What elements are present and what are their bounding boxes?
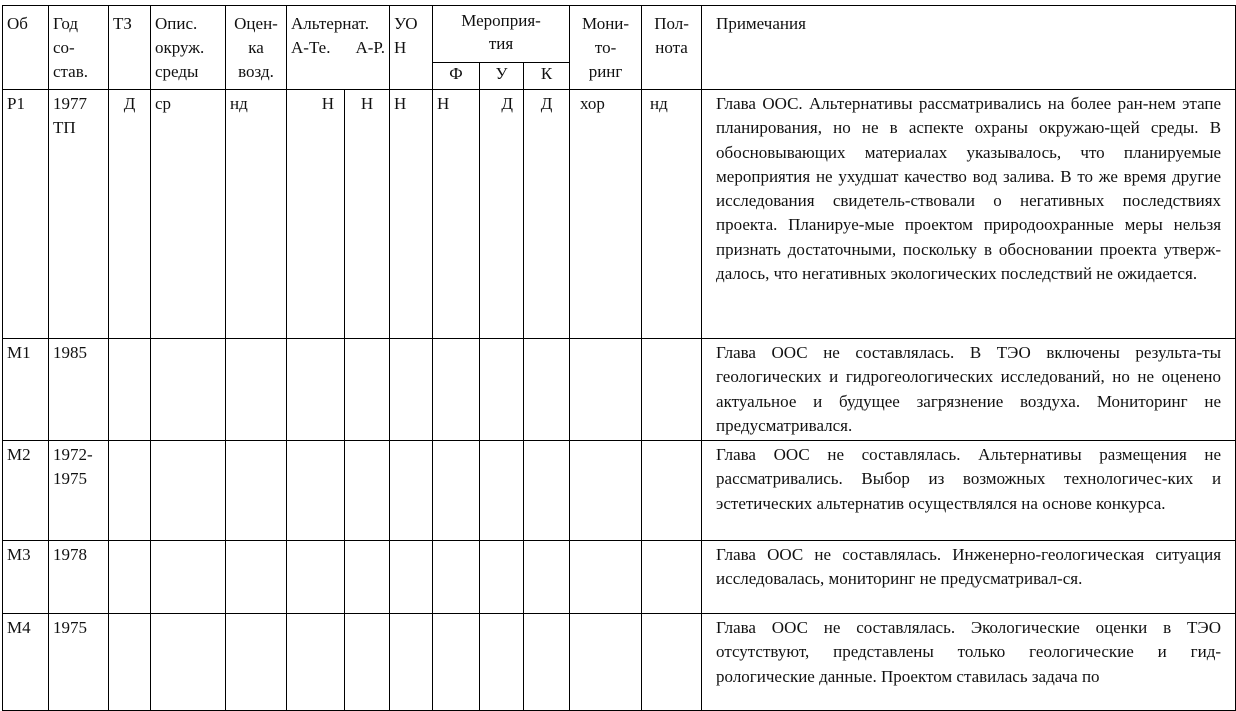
header-impact-assessment: Оцен- ка возд. bbox=[226, 6, 287, 90]
assessment-table bbox=[2, 5, 1236, 711]
cell-environment-description bbox=[151, 541, 226, 614]
header-tz: ТЗ bbox=[109, 6, 151, 90]
cell-year: 1977 ТП bbox=[49, 90, 109, 339]
cell-impact-assessment bbox=[226, 441, 287, 541]
cell-uo: Н bbox=[390, 90, 433, 339]
cell-alt-te: Н bbox=[287, 90, 345, 339]
cell-measures-f bbox=[433, 614, 480, 711]
cell-note: Глава ООС. Альтернативы рассматривались на более ран-нем этапе планирования, но не в аспекте охраны окружаю-щей среды. В обосновывающих материалах указывалось, что планируемые мероприятия не ухудшат качество вод залива. В то же время другие исследования свидетель-ствовали о негативных последствиях проекта. Планируе-мые проектом природоохранные меры нельзя признать достаточными, поскольку в обосновании проекта утверж-далось, что негативных экологических последствий не ожидается. bbox=[702, 90, 1236, 339]
table-row bbox=[3, 90, 1236, 339]
cell-alt-te bbox=[287, 614, 345, 711]
header-year: Год со- став. bbox=[49, 6, 109, 90]
table-row bbox=[3, 441, 1236, 541]
cell-alt-te bbox=[287, 441, 345, 541]
cell-environment-description bbox=[151, 614, 226, 711]
header-completeness: Пол- нота bbox=[642, 6, 702, 90]
header-alternatives-sub bbox=[291, 36, 385, 60]
cell-uo bbox=[390, 441, 433, 541]
header-measures: Мероприя- тия bbox=[433, 6, 570, 63]
cell-impact-assessment: нд bbox=[226, 90, 287, 339]
cell-measures-u bbox=[480, 339, 524, 441]
cell-environment-description bbox=[151, 441, 226, 541]
cell-year: 1972- 1975 bbox=[49, 441, 109, 541]
cell-measures-u bbox=[480, 541, 524, 614]
cell-tz bbox=[109, 339, 151, 441]
table-row bbox=[3, 339, 1236, 441]
cell-note: Глава ООС не составлялась. Экологические оценки в ТЭО отсутствуют, представлены только геологические и гид-рологические данные. Проектом ставилась задача по bbox=[702, 614, 1236, 711]
cell-ob: Р1 bbox=[3, 90, 49, 339]
cell-measures-k: Д bbox=[524, 90, 570, 339]
cell-measures-k bbox=[524, 441, 570, 541]
cell-alt-r bbox=[345, 541, 390, 614]
cell-impact-assessment bbox=[226, 614, 287, 711]
cell-completeness bbox=[642, 614, 702, 711]
cell-monitoring bbox=[570, 441, 642, 541]
cell-measures-u bbox=[480, 441, 524, 541]
header-measures-k: К bbox=[524, 63, 570, 90]
cell-measures-u: Д bbox=[480, 90, 524, 339]
cell-year: 1975 bbox=[49, 614, 109, 711]
cell-note: Глава ООС не составлялась. В ТЭО включены результа-ты геологических и гидрогеологических исследований, но не оценено актуальное и будущее загрязнение воздуха. Мониторинг не предусматривался. bbox=[702, 339, 1236, 441]
cell-uo bbox=[390, 541, 433, 614]
cell-alt-r bbox=[345, 339, 390, 441]
cell-impact-assessment bbox=[226, 541, 287, 614]
cell-note: Глава ООС не составлялась. Инженерно-геологическая ситуация исследовалась, мониторинг не предусматривал-ся. bbox=[702, 541, 1236, 614]
cell-completeness bbox=[642, 541, 702, 614]
header-ob: Об bbox=[3, 6, 49, 90]
header-monitoring: Мони- то- ринг bbox=[570, 6, 642, 90]
cell-measures-f bbox=[433, 339, 480, 441]
cell-alt-r bbox=[345, 614, 390, 711]
cell-uo bbox=[390, 614, 433, 711]
table-row bbox=[3, 541, 1236, 614]
header-measures-u: У bbox=[480, 63, 524, 90]
cell-monitoring bbox=[570, 339, 642, 441]
cell-measures-k bbox=[524, 339, 570, 441]
cell-year: 1978 bbox=[49, 541, 109, 614]
cell-environment-description bbox=[151, 339, 226, 441]
cell-completeness: нд bbox=[642, 90, 702, 339]
cell-tz bbox=[109, 614, 151, 711]
cell-note: Глава ООС не составлялась. Альтернативы размещения не рассматривались. Выбор из возможных технологичес-ких и эстетических альтернатив осуществлялся на основе конкурса. bbox=[702, 441, 1236, 541]
cell-uo bbox=[390, 339, 433, 441]
header-alt-te: А-Те. bbox=[291, 38, 331, 57]
cell-measures-f: Н bbox=[433, 90, 480, 339]
cell-alt-r bbox=[345, 441, 390, 541]
cell-measures-u bbox=[480, 614, 524, 711]
header-notes: Примечания bbox=[702, 6, 1236, 90]
header-uo: УО Н bbox=[390, 6, 433, 90]
header-alt-r: А-Р. bbox=[355, 38, 386, 57]
cell-alt-te bbox=[287, 541, 345, 614]
cell-impact-assessment bbox=[226, 339, 287, 441]
cell-completeness bbox=[642, 441, 702, 541]
cell-alt-r: Н bbox=[345, 90, 390, 339]
cell-tz bbox=[109, 541, 151, 614]
cell-monitoring: хор bbox=[570, 90, 642, 339]
cell-monitoring bbox=[570, 541, 642, 614]
cell-ob: М3 bbox=[3, 541, 49, 614]
cell-measures-k bbox=[524, 614, 570, 711]
cell-year: 1985 bbox=[49, 339, 109, 441]
header-environment-description: Опис. окруж. среды bbox=[151, 6, 226, 90]
cell-monitoring bbox=[570, 614, 642, 711]
header-alternatives bbox=[287, 6, 390, 90]
cell-environment-description: ср bbox=[151, 90, 226, 339]
header-measures-f: Ф bbox=[433, 63, 480, 90]
cell-measures-f bbox=[433, 541, 480, 614]
cell-alt-te bbox=[287, 339, 345, 441]
cell-measures-k bbox=[524, 541, 570, 614]
cell-ob: М2 bbox=[3, 441, 49, 541]
cell-tz bbox=[109, 441, 151, 541]
cell-completeness bbox=[642, 339, 702, 441]
cell-ob: М4 bbox=[3, 614, 49, 711]
cell-measures-f bbox=[433, 441, 480, 541]
header-alternatives-title: Альтернат. bbox=[291, 14, 369, 33]
table-row bbox=[3, 614, 1236, 711]
cell-ob: М1 bbox=[3, 339, 49, 441]
cell-tz: Д bbox=[109, 90, 151, 339]
